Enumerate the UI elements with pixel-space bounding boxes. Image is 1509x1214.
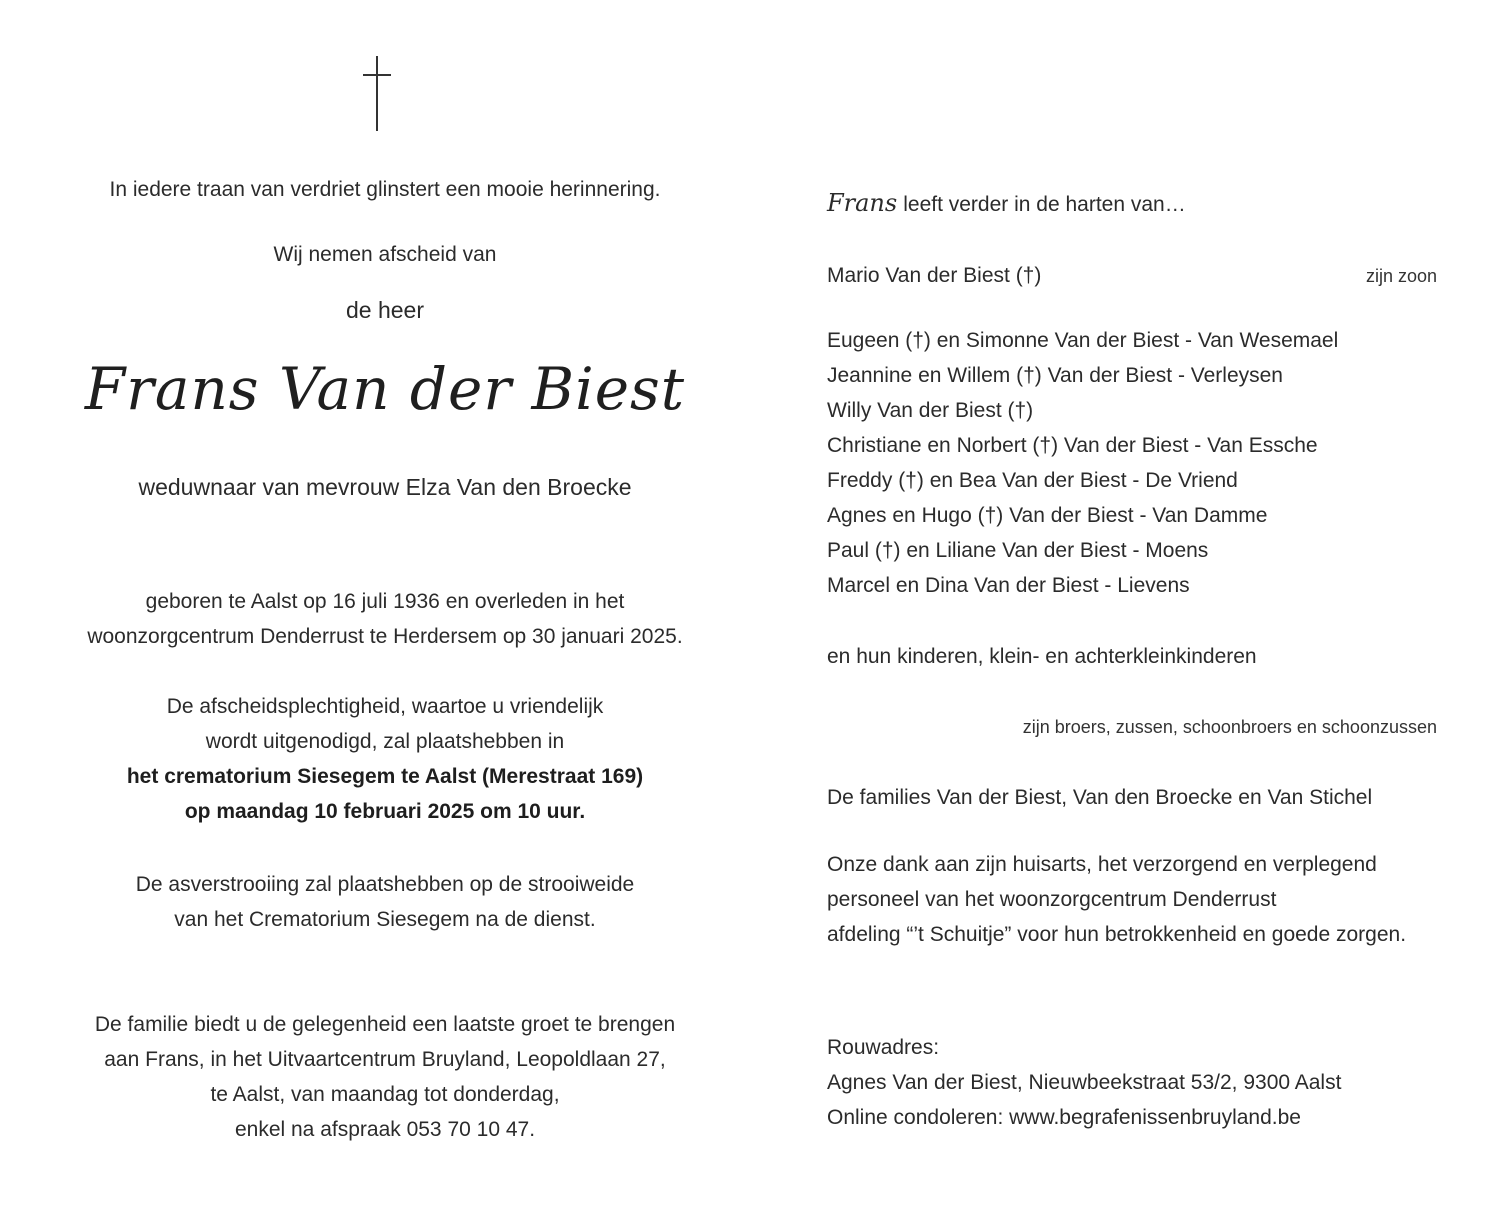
- descendants-text: en hun kinderen, klein- en achterkleinkinderen: [827, 645, 1257, 668]
- widower-text: weduwnaar van mevrouw Elza Van den Broecke: [138, 474, 632, 500]
- siblings-list: [827, 323, 1439, 603]
- ceremony-line-1: De afscheidsplechtigheid, waartoe u vriendelijk: [166, 695, 604, 718]
- list-item: Agnes en Hugo (†) Van der Biest - Van Damme: [827, 504, 1268, 527]
- intro-line: [827, 186, 1186, 222]
- ashes-line-1: De asverstrooiing zal plaatshebben op de strooiweide: [135, 873, 635, 896]
- salutation: de heer: [345, 297, 424, 323]
- farewell-text: Wij nemen afscheid van: [273, 243, 497, 266]
- intro-name: Frans: [827, 189, 898, 217]
- quote: In iedere traan van verdriet glinstert een mooie herinnering.: [109, 178, 661, 201]
- ashes-line-2: van het Crematorium Siesegem na de dienst.: [174, 908, 596, 931]
- thanks-line-2: personeel van het woonzorgcentrum Denderrust: [827, 888, 1277, 911]
- list-item: Jeannine en Willem (†) Van der Biest - Verleysen: [827, 364, 1283, 387]
- siblings-relation: zijn broers, zussen, schoonbroers en schoonzussen: [1022, 717, 1437, 737]
- visit-line-4: enkel na afspraak 053 70 10 47.: [234, 1118, 536, 1141]
- thanks-line-3: afdeling “’t Schuitje” voor hun betrokkenheid en goede zorgen.: [827, 923, 1407, 946]
- list-item: Eugeen (†) en Simonne Van der Biest - Van Wesemael: [827, 329, 1339, 352]
- visit-line-2: aan Frans, in het Uitvaartcentrum Bruyland, Leopoldlaan 27,: [104, 1048, 666, 1071]
- ashes-block: [0, 867, 770, 937]
- ceremony-location: het crematorium Siesegem te Aalst (Merestraat 169): [126, 765, 644, 788]
- thanks-line-1: Onze dank aan zijn huisarts, het verzorgend en verplegend: [827, 853, 1377, 876]
- son-name: Mario Van der Biest (†): [827, 264, 1042, 287]
- cross-icon: [362, 56, 392, 131]
- ceremony-block: [0, 689, 770, 829]
- son-row: [827, 258, 1437, 293]
- thanks-block: [827, 847, 1439, 952]
- visit-line-3: te Aalst, van maandag tot donderdag,: [210, 1083, 560, 1106]
- deceased-name: Frans Van der Biest: [84, 355, 686, 423]
- address-block: [827, 1030, 1439, 1135]
- intro-text: leeft verder in de harten van…: [903, 193, 1186, 216]
- ceremony-line-2: wordt uitgenodigd, zal plaatshebben in: [205, 730, 565, 753]
- son-relation: zijn zoon: [1365, 266, 1437, 286]
- list-item: Freddy (†) en Bea Van der Biest - De Vriend: [827, 469, 1238, 492]
- families-text: De families Van der Biest, Van den Broecke en Van Stichel: [827, 786, 1373, 809]
- list-item: Willy Van der Biest (†): [827, 399, 1034, 422]
- visit-block: [0, 1007, 770, 1147]
- born-line-1: geboren te Aalst op 16 juli 1936 en overleden in het: [145, 590, 625, 613]
- address-label: Rouwadres:: [827, 1036, 940, 1059]
- list-item: Christiane en Norbert (†) Van der Biest - Van Essche: [827, 434, 1318, 457]
- list-item: Marcel en Dina Van der Biest - Lievens: [827, 574, 1190, 597]
- ceremony-date: op maandag 10 februari 2025 om 10 uur.: [184, 800, 586, 823]
- birth-death-block: [0, 584, 770, 654]
- right-page: [827, 0, 1439, 1214]
- online-condolence: Online condoleren: www.begrafenissenbruyland.be: [827, 1106, 1301, 1129]
- born-line-2: woonzorgcentrum Denderrust te Herdersem op 30 januari 2025.: [87, 625, 683, 648]
- visit-line-1: De familie biedt u de gelegenheid een laatste groet te brengen: [94, 1013, 676, 1036]
- list-item: Paul (†) en Liliane Van der Biest - Moens: [827, 539, 1209, 562]
- address-text: Agnes Van der Biest, Nieuwbeekstraat 53/2, 9300 Aalst: [827, 1071, 1342, 1094]
